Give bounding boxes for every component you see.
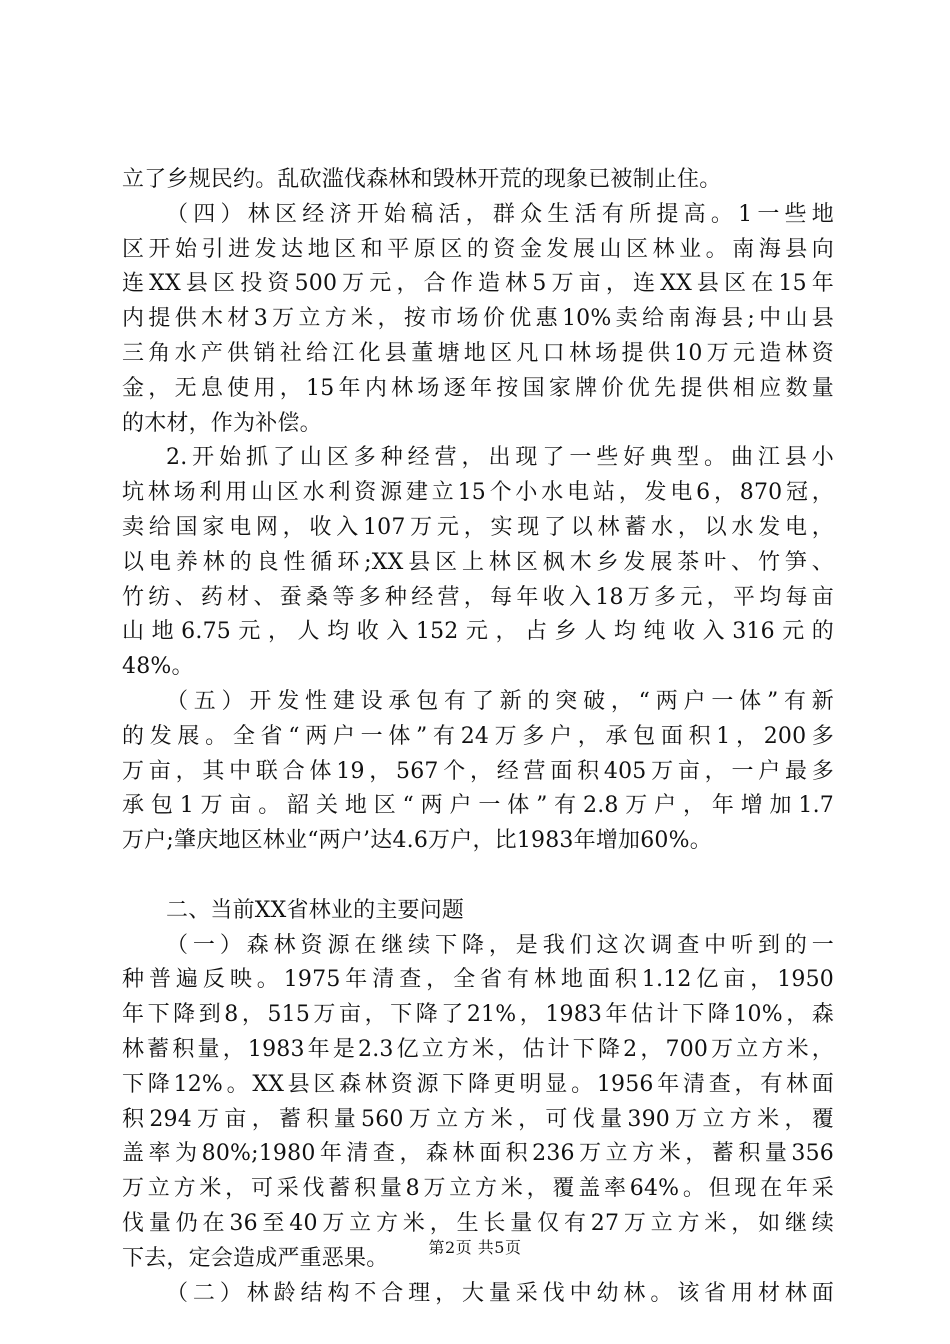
text-line: 坑林场利用山区水利资源建立15个小水电站，发电6，870冠， — [122, 480, 834, 506]
paragraph-five — [122, 685, 834, 859]
text-line: （五）开发性建设承包有了新的突破，“两户一体”有新 — [166, 688, 834, 714]
paragraph-four — [122, 198, 834, 442]
text-line: 万立方米，可采伐蓄积量8万立方米，覆盖率64%。但现在年采 — [122, 1176, 834, 1202]
text-line: 内提供木材3万立方米，按市场价优惠10%卖给南海县;中山县 — [122, 306, 834, 332]
text-line: 积294万亩，蓄积量560万立方米，可伐量390万立方米，覆 — [122, 1106, 834, 1132]
text-line: 的发展。全省“两户一体”有24万多户，承包面积1，200多 — [122, 723, 834, 749]
text-line: 立了乡规民约。乱砍滥伐森林和毁林开荒的现象已被制止住。 — [122, 167, 722, 192]
text-line: 伐量仍在36至40万立方米，生长量仅有27万立方米，如继续 — [122, 1210, 834, 1236]
text-line: 三角水产供销社给江化县董塘地区凡口林场提供10万元造林资 — [122, 340, 834, 366]
text-line: 的木材，作为补偿。 — [122, 410, 322, 436]
section1-tail-paragraph — [122, 163, 834, 198]
paragraph-two — [122, 1277, 834, 1312]
blank-line — [122, 859, 834, 894]
text-line: （四）林区经济开始稿活，群众生活有所提高。1一些地 — [166, 201, 834, 227]
text-line: 山地6.75元，人均收入152元，占乡人均纯收入316元的 — [122, 619, 834, 645]
text-line: 万亩，其中联合体19，567个，经营面积405万亩，一户最多 — [122, 758, 834, 784]
text-line: （一）森林资源在继续下降，是我们这次调查中听到的一 — [166, 932, 834, 958]
text-line: 下降12%。XX县区森林资源下降更明显。1956年清查，有林面 — [122, 1071, 834, 1097]
text-line: 卖给国家电网，收入107万元，实现了以林蓄水，以水发电， — [122, 514, 834, 540]
text-line: 下去，定会造成严重恶果。 — [122, 1245, 389, 1271]
paragraph-one — [122, 929, 834, 1277]
text-line: 万户;肇庆地区林业“两户’达4.6万户，比1983年增加60%。 — [122, 828, 712, 854]
text-line: 连XX县区投资500万元，合作造林5万亩，连XX县区在15年 — [122, 271, 834, 297]
section-heading: 二、当前XX省林业的主要问题 — [166, 897, 465, 923]
text-line: （二）林龄结构不合理，大量采伐中幼林。该省用材林面 — [166, 1280, 834, 1306]
text-line: 2.开始抓了山区多种经营，出现了一些好典型。曲江县小 — [166, 445, 834, 471]
text-line: 48%。 — [122, 654, 194, 680]
paragraph-two-point — [122, 441, 834, 685]
document-body — [122, 163, 834, 1311]
text-line: 区开始引进发达地区和平原区的资金发展山区林业。南海县向 — [122, 236, 834, 262]
text-line: 种普遍反映。1975年清查，全省有林地面积1.12亿亩，1950 — [122, 967, 834, 993]
text-line: 以电养林的良性循环;XX县区上林区枫木乡发展茶叶、竹笋、 — [122, 549, 834, 575]
text-line: 林蓄积量，1983年是2.3亿立方米，估计下降2，700万立方米， — [122, 1036, 834, 1062]
text-line: 竹纺、药材、蚕桑等多种经营，每年收入18万多元，平均每亩 — [122, 584, 834, 610]
text-line: 承包1万亩。韶关地区“两户一体”有2.8万户，年增加1.7 — [122, 793, 834, 819]
text-line: 年下降到8，515万亩，下降了21%，1983年估计下降10%，森 — [122, 1002, 834, 1028]
text-line: 金，无息使用，15年内林场逐年按国家牌价优先提供相应数量 — [122, 375, 834, 401]
text-line: 盖率为80%;1980年清查，森林面积236万立方米，蓄积量356 — [122, 1141, 834, 1167]
page-number-footer: 第2页 共5页 — [428, 1238, 522, 1257]
